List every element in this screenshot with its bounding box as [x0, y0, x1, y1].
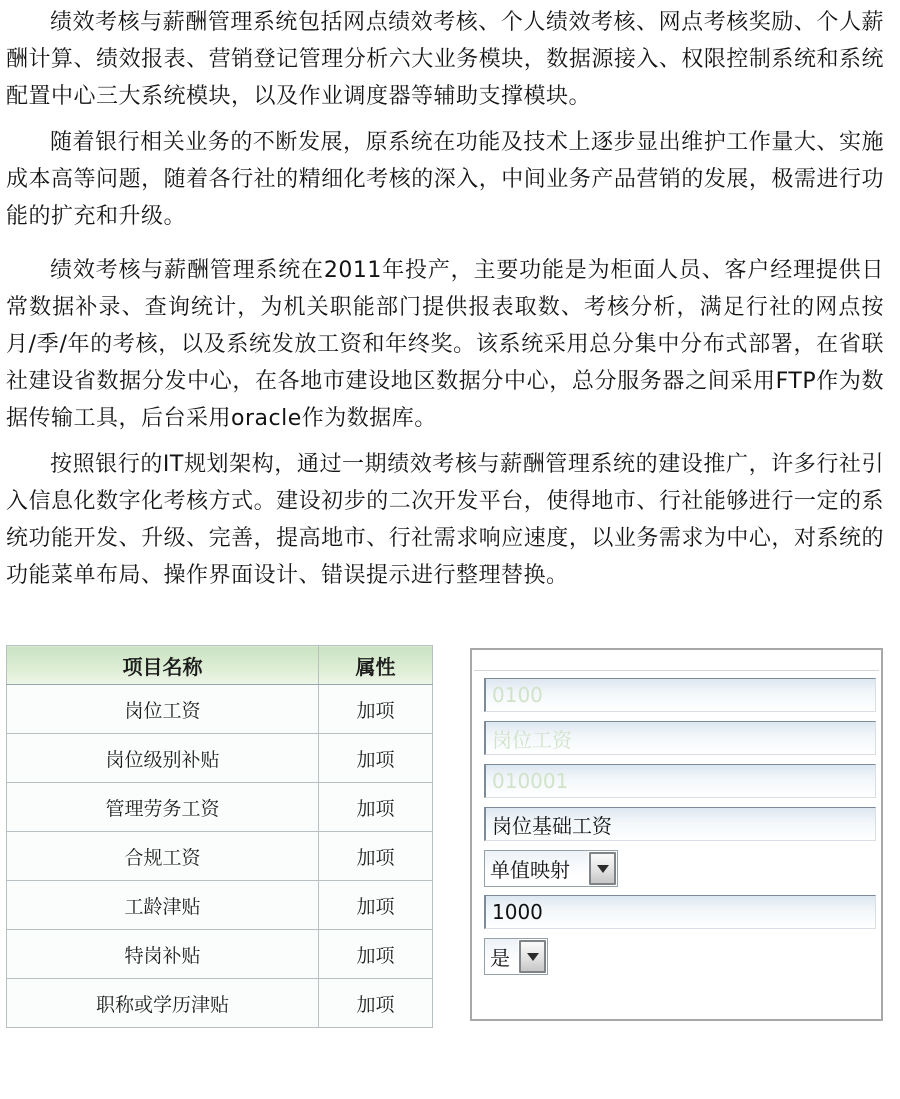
item-name-cell: 工龄津贴	[7, 881, 319, 930]
item-name-cell: 岗位工资	[7, 685, 319, 734]
item-group-code-field	[484, 678, 876, 712]
salary-items-table	[6, 645, 433, 1028]
item-attr-cell: 加项	[319, 832, 433, 881]
item-attr-cell: 加项	[319, 881, 433, 930]
enabled-flag-dropdown[interactable]	[484, 938, 548, 975]
item-name-cell: 特岗补贴	[7, 930, 319, 979]
table-row	[7, 734, 433, 783]
item-name-cell: 管理劳务工资	[7, 783, 319, 832]
item-name-cell: 职称或学历津贴	[7, 979, 319, 1028]
panel-fields	[472, 671, 881, 975]
item-attr-cell: 加项	[319, 979, 433, 1028]
mapping-dropdown-button[interactable]	[589, 852, 616, 885]
item-name-cell: 合规工资	[7, 832, 319, 881]
item-attr-cell: 加项	[319, 930, 433, 979]
table-row	[7, 930, 433, 979]
table-row	[7, 783, 433, 832]
item-edit-panel	[470, 648, 883, 1021]
table-row	[7, 685, 433, 734]
flag-dropdown-button[interactable]	[519, 940, 546, 973]
table-row	[7, 979, 433, 1028]
mapping-type-dropdown[interactable]	[484, 850, 618, 887]
chevron-down-icon	[527, 953, 539, 961]
amount-field[interactable]	[484, 895, 876, 929]
item-attr-cell: 加项	[319, 734, 433, 783]
item-group-name-field	[484, 721, 876, 755]
item-name-cell: 岗位级别补贴	[7, 734, 319, 783]
column-header-item-name: 项目名称	[7, 646, 319, 685]
item-attr-cell: 加项	[319, 685, 433, 734]
enabled-flag-value: 是	[485, 939, 518, 974]
table-row	[7, 881, 433, 930]
table-row	[7, 832, 433, 881]
document-body	[6, 4, 884, 603]
item-attr-cell: 加项	[319, 783, 433, 832]
table-header-row	[7, 646, 433, 685]
paragraph-production: 绩效考核与薪酬管理系统在2011年投产，主要功能是为柜面人员、客户经理提供日常数据补录、查询统计，为机关职能部门提供报表取数、考核分析，满足行社的网点按月/季/年的考核，以及系统发放工资和年终奖。该系统采用总分集中分布式部署，在省联社建设省数据分发中心，在各地市建设地区数据分中心，总分服务器之间采用FTP作为数据传输工具，后台采用oracle作为数据库。	[6, 258, 884, 431]
column-header-attribute: 属性	[319, 646, 433, 685]
paragraph-planning: 按照银行的IT规划架构，通过一期绩效考核与薪酬管理系统的建设推广，许多行社引入信息化数字化考核方式。建设初步的二次开发平台，使得地市、行社能够进行一定的系统功能开发、升级、完善，提高地市、行社需求响应速度，以业务需求为中心，对系统的功能菜单布局、操作界面设计、错误提示进行整理替换。	[6, 452, 884, 588]
item-name-field[interactable]	[484, 807, 876, 841]
chevron-down-icon	[597, 865, 609, 873]
paragraph-background: 随着银行相关业务的不断发展，原系统在功能及技术上逐步显出维护工作量大、实施成本高等问题，随着各行社的精细化考核的深入，中间业务产品营销的发展，极需进行功能的扩充和升级。	[6, 130, 884, 229]
paragraph-modules: 绩效考核与薪酬管理系统包括网点绩效考核、个人绩效考核、网点考核奖励、个人薪酬计算、绩效报表、营销登记管理分析六大业务模块，数据源接入、权限控制系统和系统配置中心三大系统模块，以及作业调度器等辅助支撑模块。	[6, 10, 884, 109]
mapping-type-value: 单值映射	[485, 851, 588, 886]
item-code-field	[484, 764, 876, 798]
